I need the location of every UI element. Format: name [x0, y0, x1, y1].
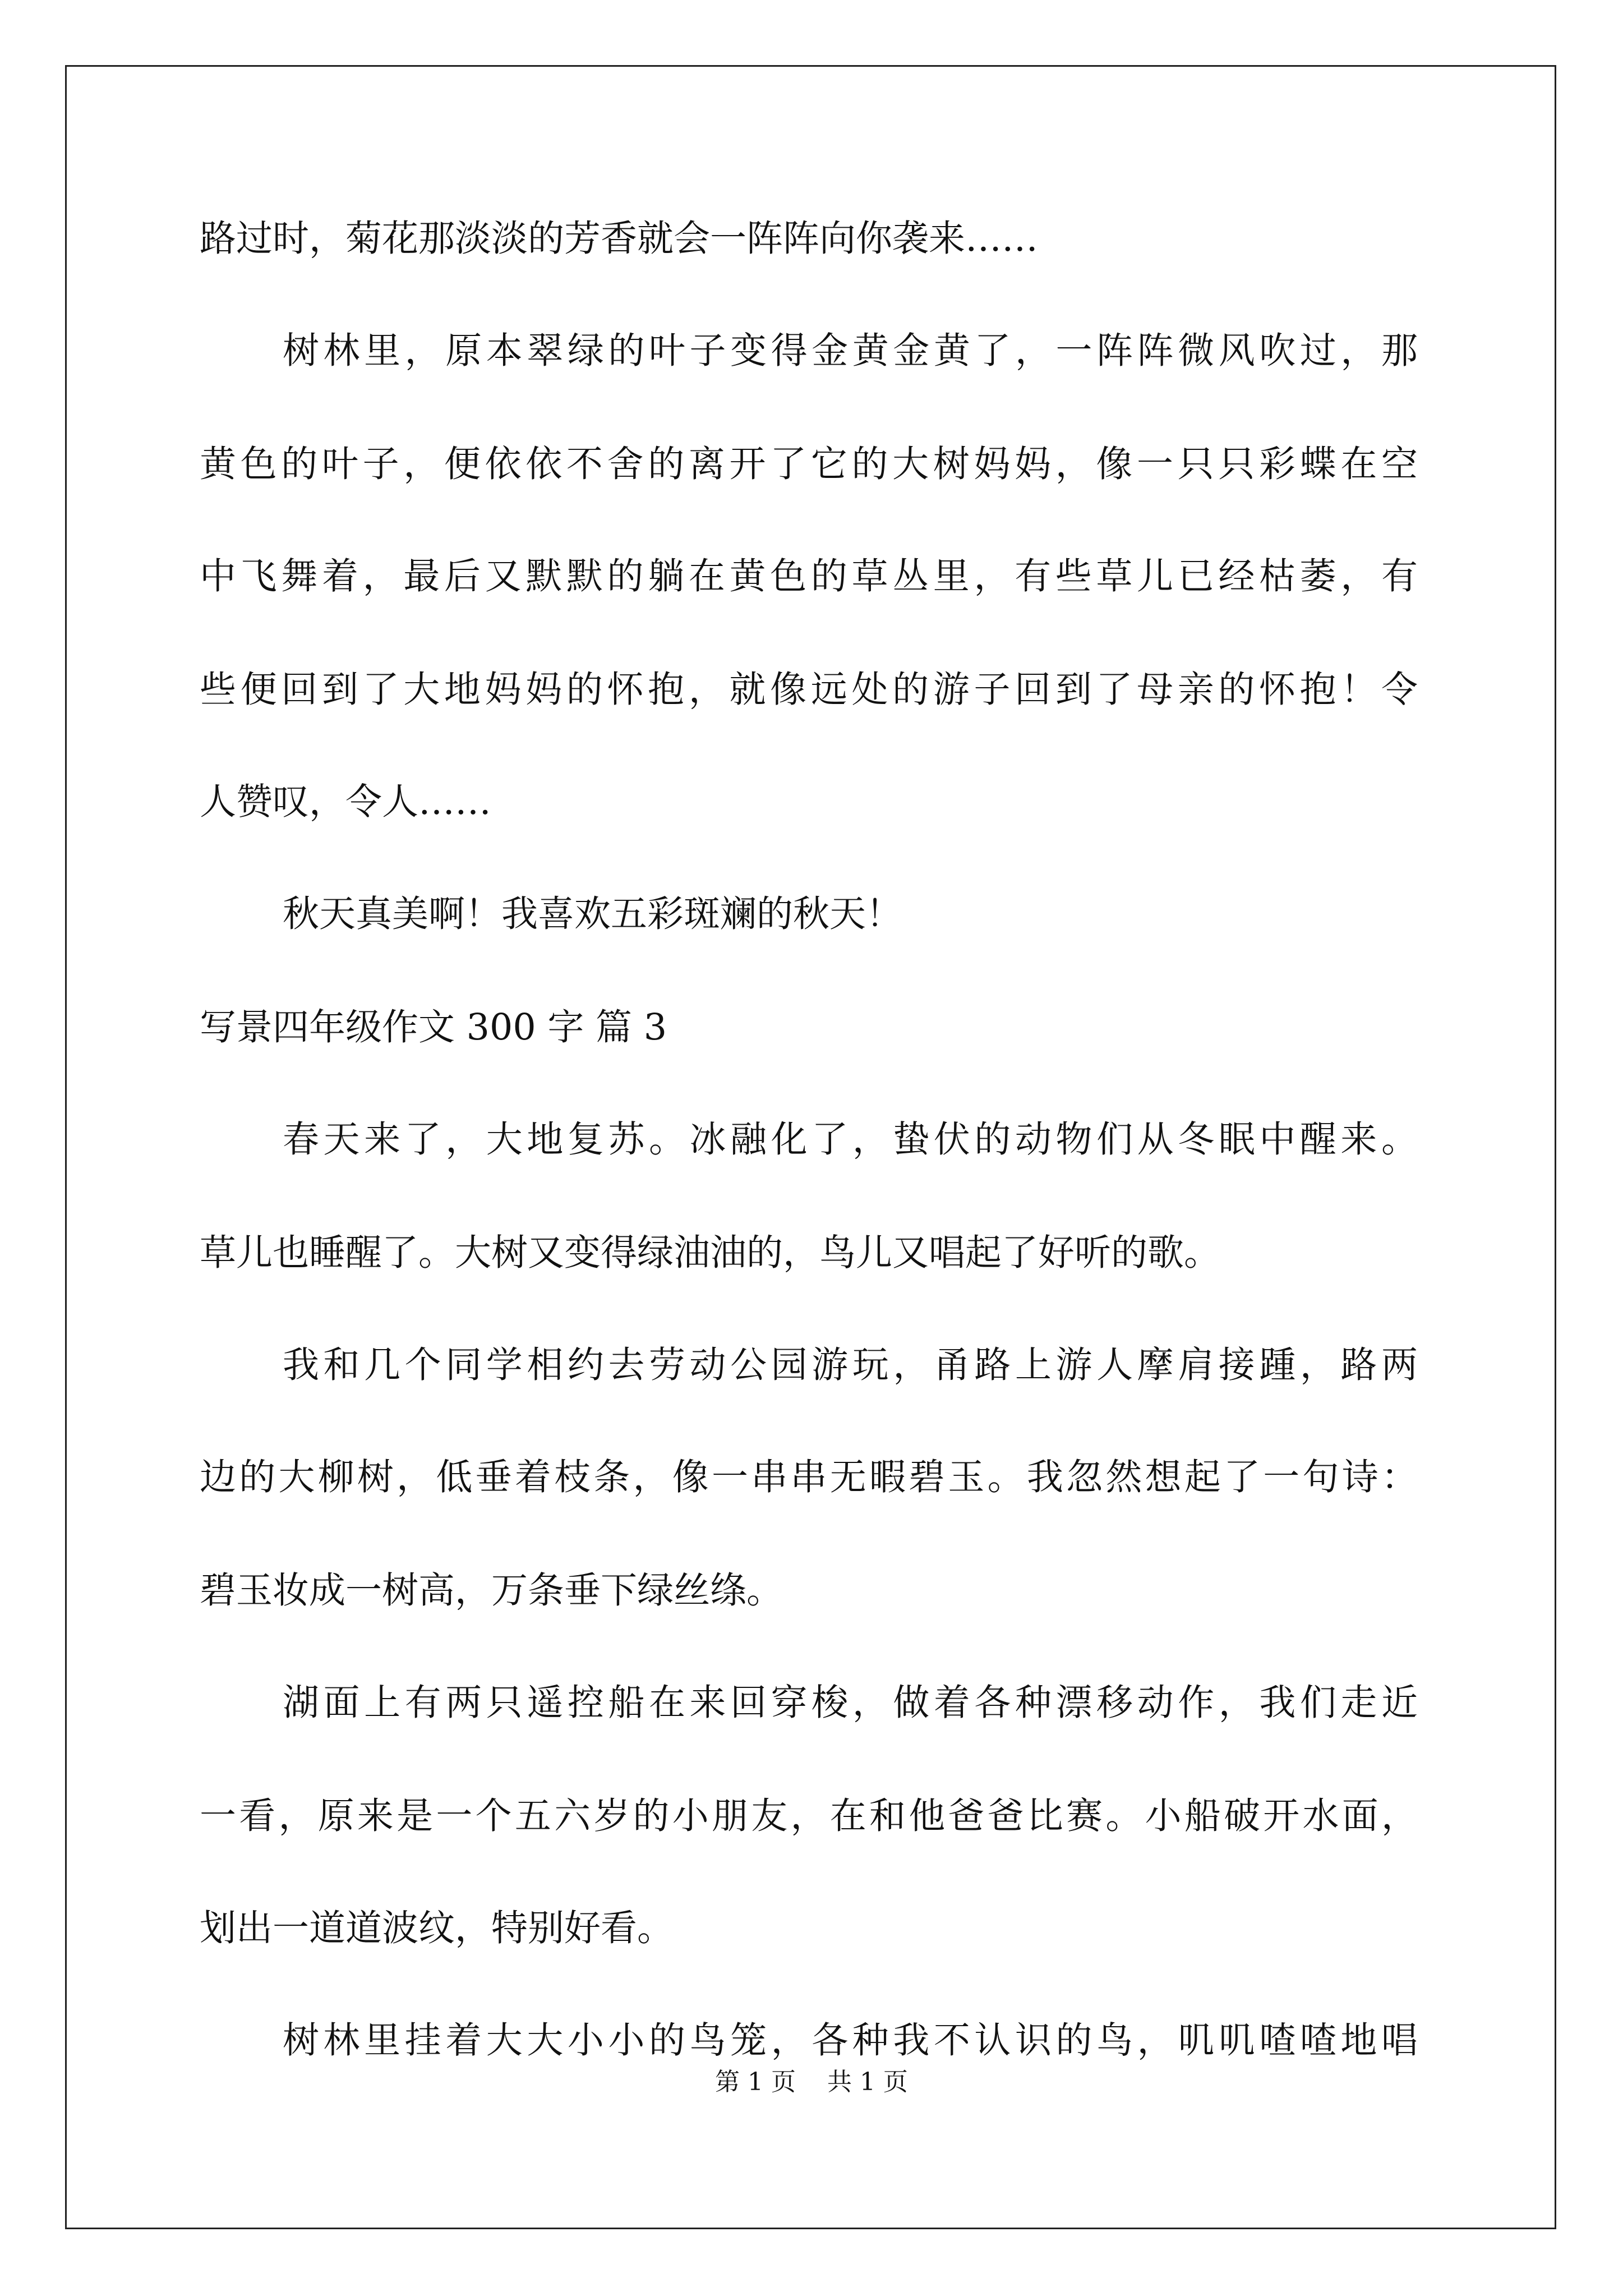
section-heading: 写景四年级作文 300 字 篇 3 [200, 1006, 667, 1048]
text-line: 中飞舞着，最后又默默的躺在黄色的草丛里，有些草儿已经枯萎，有 [200, 555, 1418, 597]
text-line: 树林里，原本翠绿的叶子变得金黄金黄了，一阵阵微风吹过，那 [283, 330, 1418, 372]
text-line: 划出一道道波纹，特别好看。 [200, 1907, 674, 1949]
text-line: 树林里挂着大大小小的鸟笼，各种我不认识的鸟，叽叽喳喳地唱 [283, 2019, 1418, 2062]
page-footer: 第 1 页 共 1 页 [715, 2068, 908, 2096]
text-line: 湖面上有两只遥控船在来回穿梭，做着各种漂移动作，我们走近 [283, 1682, 1418, 1724]
text-line: 路过时，菊花那淡淡的芳香就会一阵阵向你袭来…… [200, 218, 1039, 260]
text-line: 我和几个同学相约去劳动公园游玩，甬路上游人摩肩接踵，路两 [283, 1344, 1418, 1386]
text-line: 人赞叹，令人…… [200, 781, 492, 823]
text-line: 边的大柳树，低垂着枝条，像一串串无暇碧玉。我忽然想起了一句诗： [200, 1456, 1418, 1498]
text-line: 春天来了，大地复苏。冰融化了，蛰伏的动物们从冬眠中醒来。 [283, 1119, 1418, 1161]
text-line: 些便回到了大地妈妈的怀抱，就像远处的游子回到了母亲的怀抱！令 [200, 669, 1418, 711]
text-line: 一看，原来是一个五六岁的小朋友，在和他爸爸比赛。小船破开水面， [200, 1795, 1418, 1837]
text-line: 草儿也睡醒了。大树又变得绿油油的，鸟儿又唱起了好听的歌。 [200, 1232, 1221, 1274]
text-line: 黄色的叶子，便依依不舍的离开了它的大树妈妈，像一只只彩蝶在空 [200, 443, 1418, 485]
text-line: 碧玉妆成一树高，万条垂下绿丝绦。 [200, 1570, 783, 1612]
text-line: 秋天真美啊！我喜欢五彩斑斓的秋天！ [283, 893, 903, 935]
